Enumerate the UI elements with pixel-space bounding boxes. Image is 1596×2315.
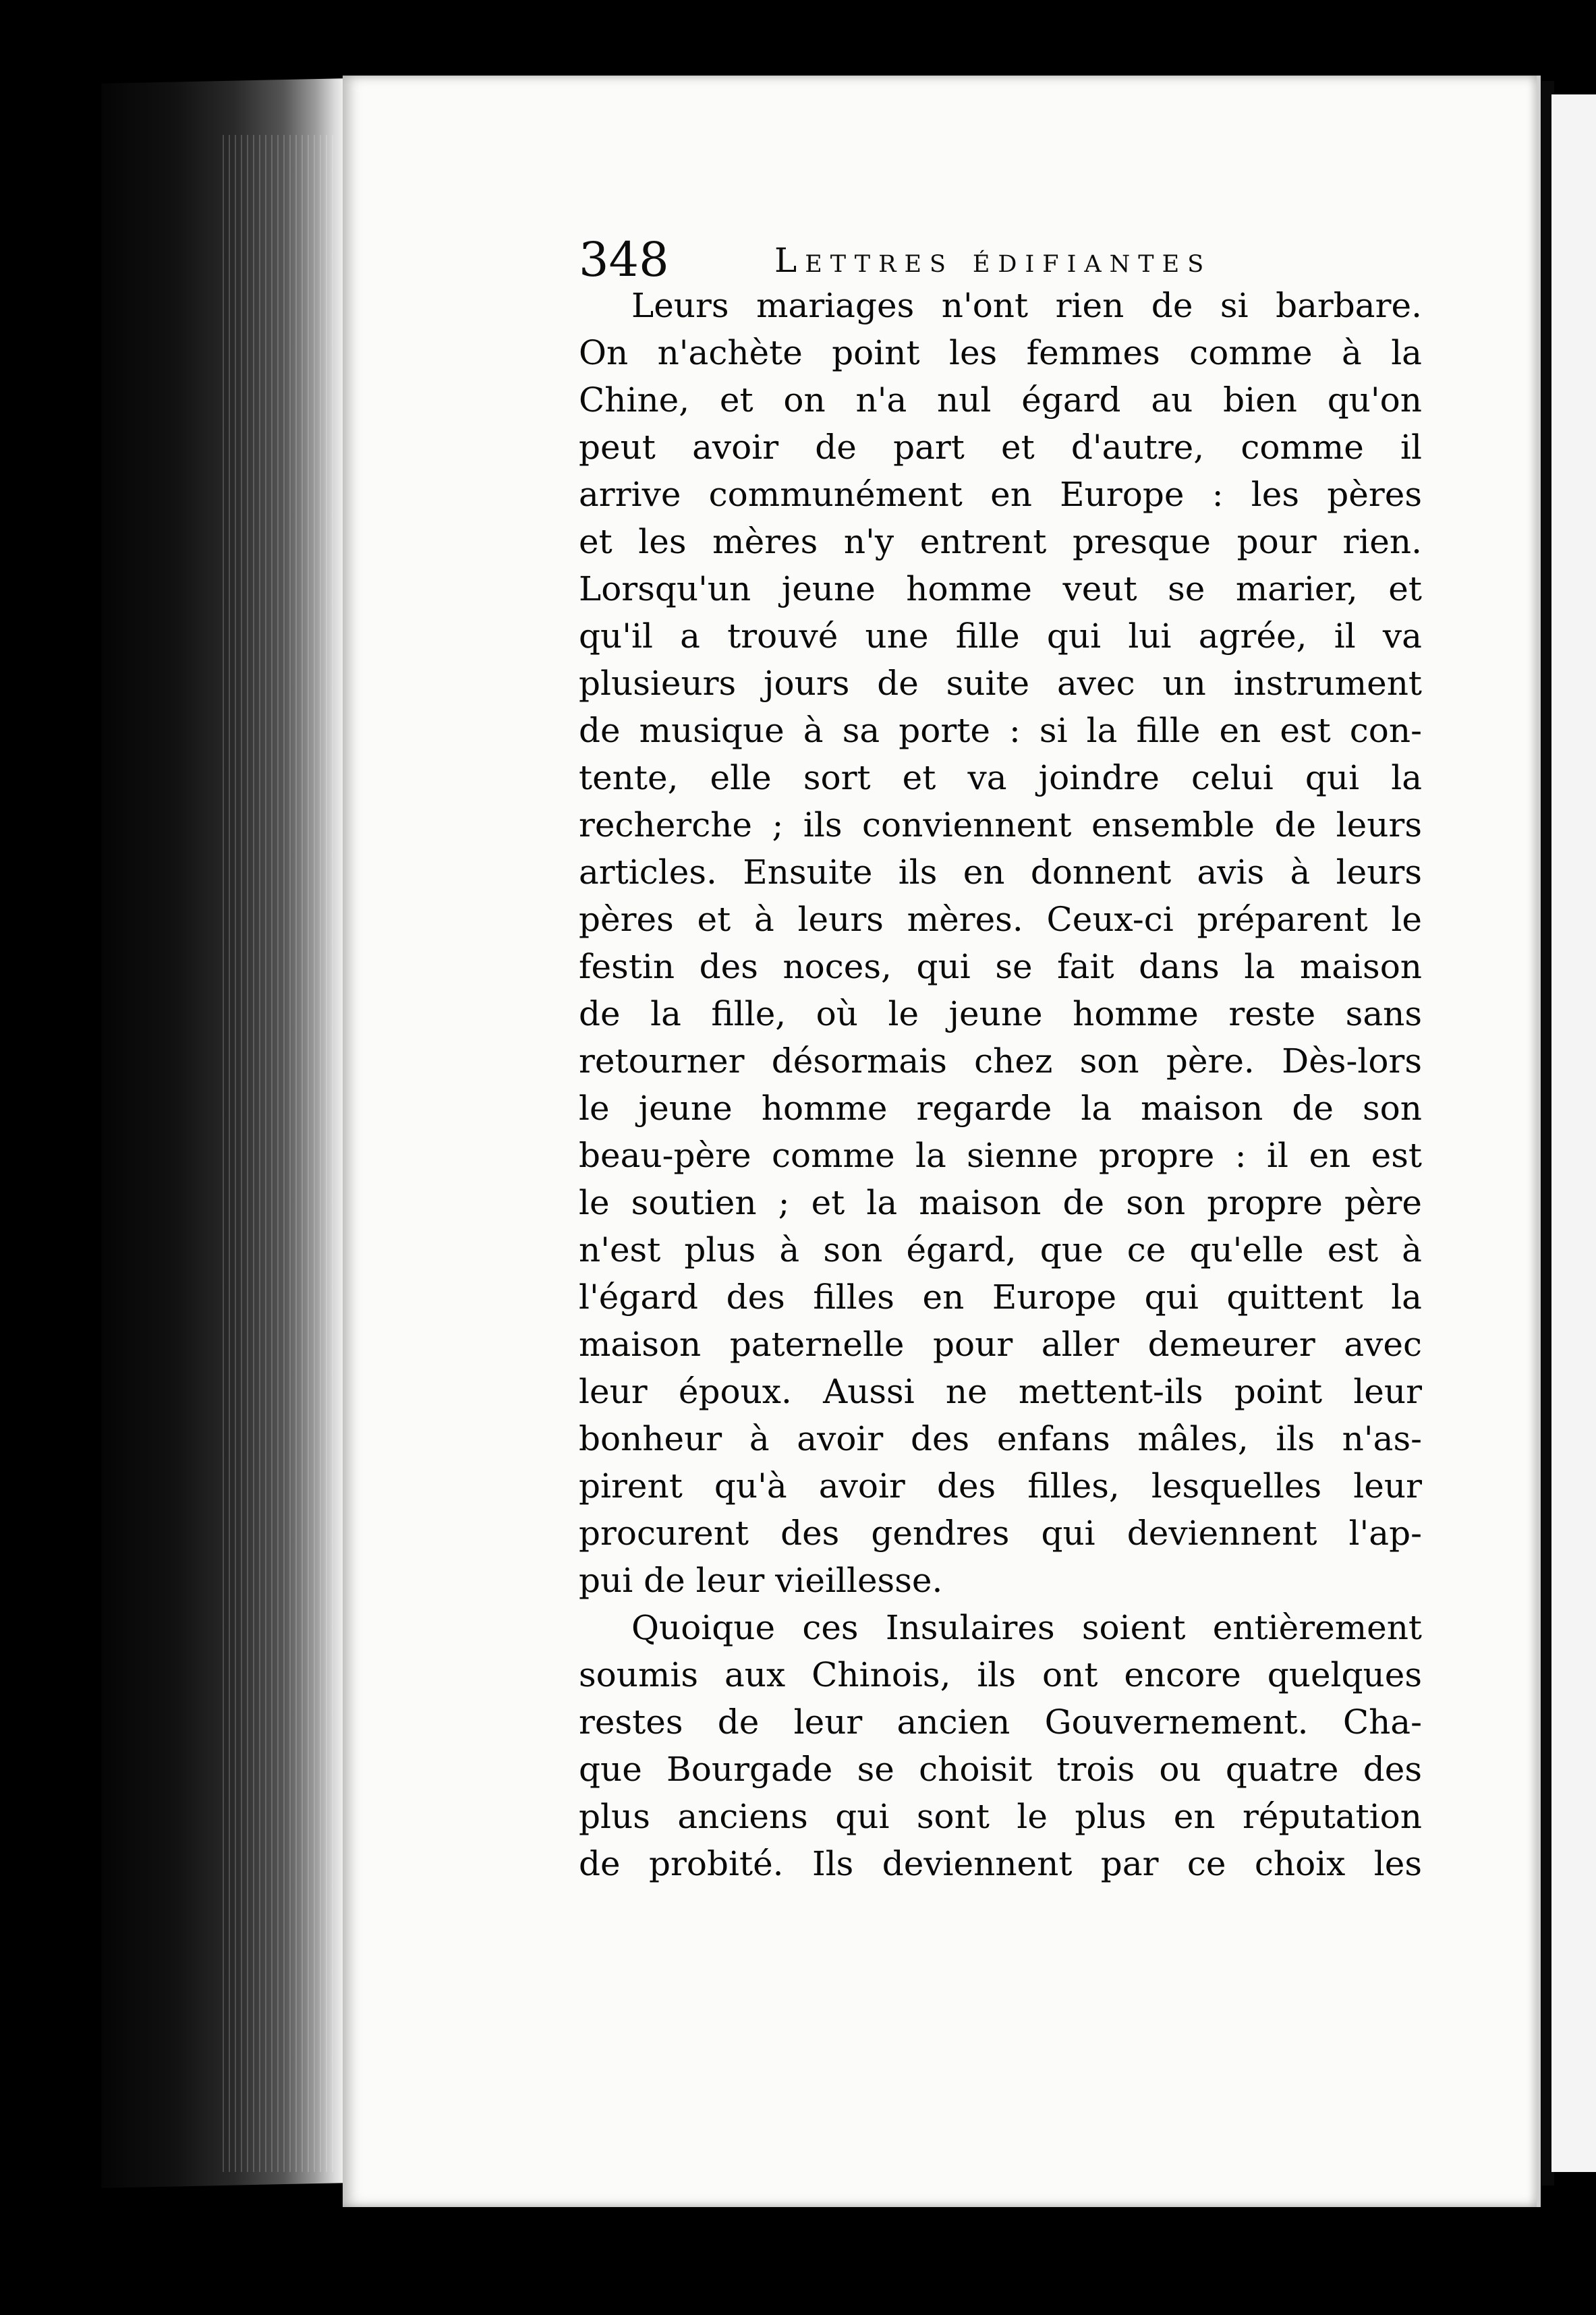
text-line: maison paternelle pour aller demeurer avec	[579, 1325, 1422, 1364]
text-line: Leurs mariages n'ont rien de si barbare.	[631, 286, 1422, 325]
text-line: arrive communément en Europe : les pères	[579, 475, 1422, 514]
page-number: 348	[579, 232, 669, 287]
text-line: Lorsqu'un jeune homme veut se marier, et	[579, 569, 1422, 608]
text-line: plus anciens qui sont le plus en réputation	[579, 1797, 1422, 1836]
text-line: pirent qu'à avoir des filles, lesquelles leur	[579, 1466, 1422, 1506]
paragraph-1	[579, 282, 1422, 1604]
text-line: festin des noces, qui se fait dans la maison	[579, 947, 1422, 986]
text-line: procurent des gendres qui deviennent l'ap-	[579, 1514, 1422, 1553]
text-line: que Bourgade se choisit trois ou quatre des	[579, 1750, 1422, 1789]
running-title: Lettres édifiantes	[774, 241, 1212, 280]
paragraph-2	[579, 1604, 1422, 1887]
text-line: n'est plus à son égard, que ce qu'elle est à	[579, 1230, 1422, 1269]
text-line: beau-père comme la sienne propre : il en est	[579, 1136, 1422, 1175]
text-line: et les mères n'y entrent presque pour rien.	[579, 522, 1422, 561]
text-line: plusieurs jours de suite avec un instrument	[579, 664, 1422, 703]
text-line: leur époux. Aussi ne mettent-ils point leur	[579, 1372, 1422, 1411]
text-line: bonheur à avoir des enfans mâles, ils n'as-	[579, 1419, 1422, 1458]
text-line: soumis aux Chinois, ils ont encore quelques	[579, 1655, 1422, 1694]
text-line: recherche ; ils conviennent ensemble de leurs	[579, 805, 1422, 845]
text-line: le jeune homme regarde la maison de son	[579, 1089, 1422, 1128]
running-header	[579, 229, 1422, 290]
text-line: de probité. Ils deviennent par ce choix les	[579, 1844, 1422, 1883]
text-line: articles. Ensuite ils en donnent avis à leurs	[579, 853, 1422, 892]
text-line: le soutien ; et la maison de son propre père	[579, 1183, 1422, 1222]
text-line: pères et à leurs mères. Ceux-ci préparent le	[579, 900, 1422, 939]
text-line: Chine, et on n'a nul égard au bien qu'on	[579, 380, 1422, 420]
text-line: qu'il a trouvé une fille qui lui agrée, il va	[579, 617, 1422, 656]
text-line: retourner désormais chez son père. Dès-lors	[579, 1041, 1422, 1081]
body-text	[579, 282, 1422, 1887]
text-line: pui de leur vieillesse.	[579, 1561, 943, 1600]
text-line: de la fille, où le jeune homme reste sans	[579, 994, 1422, 1033]
text-line: Quoique ces Insulaires soient entièrement	[631, 1608, 1422, 1647]
text-line: l'égard des filles en Europe qui quittent la	[579, 1278, 1422, 1317]
page-edge-lines	[223, 135, 337, 2172]
text-line: tente, elle sort et va joindre celui qui la	[579, 758, 1422, 797]
text-line: On n'achète point les femmes comme à la	[579, 333, 1422, 372]
text-line: de musique à sa porte : si la fille en est con-	[579, 711, 1422, 750]
text-line: restes de leur ancien Gouvernement. Cha-	[579, 1703, 1422, 1742]
text-line: peut avoir de part et d'autre, comme il	[579, 428, 1422, 467]
next-page-edge	[1551, 94, 1596, 2172]
